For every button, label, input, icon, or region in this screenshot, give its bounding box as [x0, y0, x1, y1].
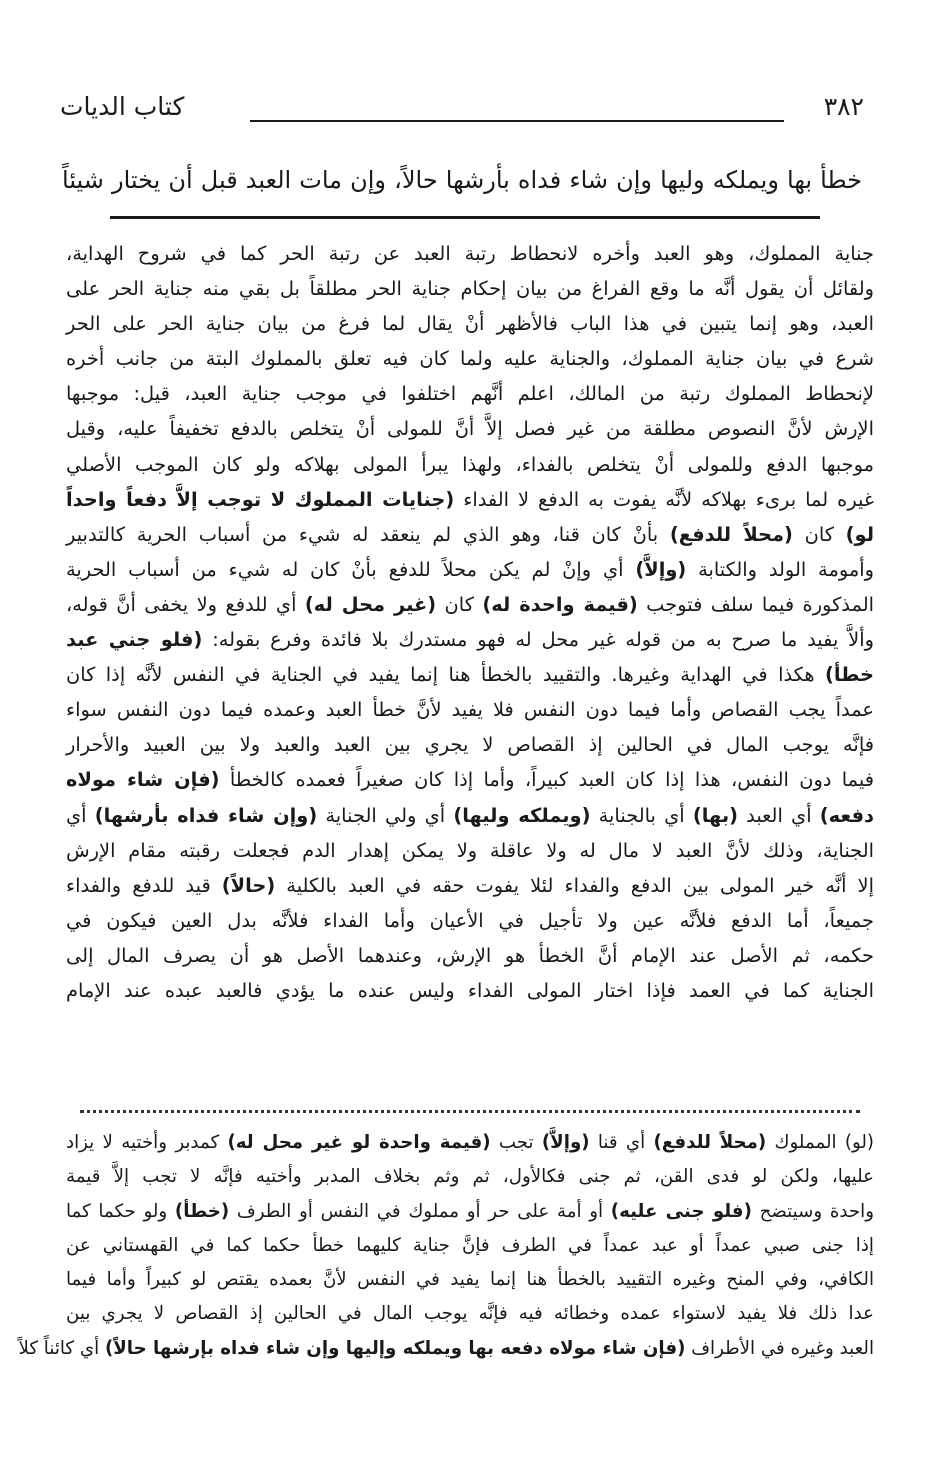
- sharh-line: [66, 622, 874, 657]
- text-segment: أي ولي الجناية: [317, 803, 454, 827]
- text-segment: قيد للدفع والفداء: [66, 873, 222, 897]
- matn-quote-segment: خطأ): [824, 663, 874, 687]
- text-segment: عليها، ولكن لو فدى القن، ثم جنى فكالأول، ثم وثم بخلاف المدبر وأختيه فإنَّه لا تجب إلاَّ قيمة: [66, 1166, 874, 1188]
- text-segment: أي العبد: [737, 803, 820, 827]
- page-header: [60, 92, 864, 132]
- text-segment: ولو حكما كما: [66, 1200, 175, 1222]
- text-segment: عمداً يجب القصاص وأما فيما دون النفس فلا يفيد لأنَّ خطأ العبد وعمده فيما دون النفس سواء: [66, 698, 874, 722]
- matn-quote-segment: (حالاً): [221, 873, 276, 897]
- sharh-line: [66, 727, 874, 762]
- text-segment: أي للدفع ولا يخفى أنَّ قوله،: [66, 592, 305, 616]
- text-segment: العبد، وهو إنما يتبين في هذا الباب فالأظهر أنْ يقال لما فرغ من بيان جناية الحر على الحر: [66, 312, 874, 336]
- sharh-line: [66, 271, 874, 306]
- matn-separator-rule: [110, 216, 820, 219]
- sharh-line: [66, 341, 874, 376]
- text-segment: موجبها الدفع وللمولى أنْ يتخلص بالفداء، ولهذا يبرأ المولى بهلاكه ولو كان الموجب الأصلي: [66, 452, 874, 476]
- matn-quote-segment: (وإلاَّ): [635, 557, 687, 581]
- matn-quote-segment: (وإن شاء فداه بأرشها): [94, 803, 318, 827]
- sharh-line: [66, 517, 874, 552]
- sharh-line: [66, 798, 874, 833]
- matn-quote-segment: (فلو جني عبد: [66, 628, 203, 652]
- text-segment: إذا جنى صبي عمداً أو عبد عمداً في الطرف فإنَّ جناية كليهما خطأ حكما كما في القهستاني عن: [66, 1234, 874, 1256]
- text-segment: العبد وغيره في الأطراف: [685, 1337, 874, 1359]
- matn-quote-segment: (فإن شاء مولاه دفعه بها ويملكه وإليها وإن شاء فداه بإرشها حالاً): [104, 1337, 686, 1359]
- matn-quote-segment: (غير محل له): [304, 592, 437, 616]
- text-segment: جناية المملوك، وهو العبد وأخره لانحطاط رتبة العبد عن رتبة الحر كما في شروح الهداية،: [66, 242, 874, 265]
- matn-text: خطأ بها ويملكه وليها وإن شاء فداه بأرشها حالاً، وإن مات العبد قبل أن يختار شيئاً: [62, 166, 862, 194]
- text-segment: لإنحطاط المملوك رتبة من المالك، اعلم أنَّهم اختلفوا في موجب جناية العبد، قيل: موجبها: [66, 382, 874, 406]
- text-segment: أي: [66, 803, 95, 827]
- hashiya-line: [66, 1229, 874, 1263]
- matn-quote-segment: (ويملكه وليها): [453, 803, 591, 827]
- text-segment: عدا ذلك فلا يفيد لاستواء عمده وخطائه فيه فإنَّه يوجب المال في الحالين إذ القصاص لا يجري بين: [66, 1303, 874, 1325]
- sharh-line: [66, 447, 874, 482]
- text-segment: الإرش لأنَّ النصوص مطلقة من غير فصل إلاَّ أنَّ للمولى أنْ يتخلص بالدفع تخفيفاً عليه، وقيل: [66, 417, 874, 441]
- hashiya-line: [66, 1263, 874, 1297]
- sharh-line: [66, 868, 874, 903]
- dotted-separator: [80, 1110, 860, 1113]
- hashiya-line: [66, 1297, 874, 1331]
- text-segment: وألاَّ يفيد ما صرح به من قوله غير محل له فهو مستدرك بلا فائدة وفرع بقوله:: [202, 628, 874, 652]
- text-segment: وأمومة الولد والكتابة: [686, 557, 874, 581]
- text-segment: فيما دون النفس، هذا إذا كان العبد كبيراً، وأما إذا كان صغيراً فعمده كالخطأ: [219, 768, 875, 792]
- matn-quote-segment: (محلاً للدفع): [669, 522, 793, 546]
- text-segment: (لو) المملوك: [766, 1132, 875, 1153]
- text-segment: كمدبر وأختيه لا يزاد: [66, 1132, 228, 1153]
- matn-quote-segment: لو): [845, 522, 874, 546]
- text-segment: الكافي، وفي المنح وغيره التقييد بالخطأ هنا إنما يفيد في النفس لأنَّ بعمده يقتص لو كبيراً وأما فيما: [66, 1269, 874, 1291]
- matn-quote-segment: (وإلاَّ): [541, 1132, 590, 1153]
- text-segment: أي بالجناية: [590, 803, 693, 827]
- text-segment: كان: [436, 592, 483, 616]
- matn-quote-segment: (محلاً للدفع): [653, 1132, 767, 1153]
- hashiya-line: [66, 1160, 874, 1194]
- matn-quote-segment: (جنايات المملوك لا توجب إلاَّ دفعاً واحداً: [66, 487, 455, 511]
- matn-quote-segment: (فإن شاء مولاه: [66, 768, 220, 792]
- text-segment: ولقائل أن يقول أنَّه ما وقع الفراغ من بيان إحكام جناية الحر مطلقاً بل بقي منه جناية الحر على: [66, 277, 874, 301]
- sharh-line: [66, 482, 874, 517]
- text-segment: أو أمة على حر أو مملوك في النفس أو الطرف: [229, 1200, 611, 1222]
- text-segment: المذكورة فيما سلف فتوجب: [637, 592, 874, 616]
- book-title: كتاب الديات: [60, 92, 185, 121]
- page-number: ٣٨٢: [823, 92, 864, 121]
- footnote-commentary: [18, 1126, 875, 1366]
- text-segment: أي قنا: [589, 1132, 654, 1153]
- text-segment: بأنْ كان قنا، وهو الذي لم ينعقد له شيء من أسباب الحرية كالتدبير: [66, 522, 670, 546]
- text-segment: أي وإنْ لم يكن محلاً للدفع بأنْ كان له شيء من أسباب الحرية: [66, 557, 636, 581]
- sharh-line: [66, 973, 874, 1008]
- matn-quote-segment: (قيمة واحدة له): [482, 592, 638, 616]
- sharh-line: [66, 657, 874, 692]
- sharh-line: [66, 938, 874, 973]
- sharh-line: [66, 411, 874, 446]
- sharh-line: [66, 376, 874, 411]
- text-segment: كان: [792, 522, 846, 546]
- text-segment: واحدة وسيتضح: [751, 1200, 874, 1222]
- text-segment: غيره لما برىء بهلاكه لأنَّه يفوت به الدفع لا الفداء: [454, 487, 875, 511]
- header-rule: [250, 120, 784, 122]
- matn-quote-segment: (خطأ): [174, 1200, 230, 1222]
- sharh-line: [66, 762, 874, 797]
- text-segment: شرع في بيان جناية المملوك، والجناية عليه ولما كان فيه تعلق بالمملوك البتة من جانب أخره: [66, 347, 874, 371]
- matn-quote-segment: (بها): [692, 803, 738, 827]
- sharh-line: [66, 552, 874, 587]
- text-segment: فإنَّه يوجب المال في الحالين إذ القصاص لا يجري بين العبد والعبد ولا بين العبيد والأحرار: [66, 733, 874, 757]
- text-segment: أي كائناً كلاً: [18, 1337, 105, 1359]
- text-segment: تجب: [490, 1132, 542, 1153]
- matn-quote-segment: دفعه): [819, 803, 874, 827]
- commentary-body: [66, 236, 874, 1008]
- text-segment: جميعاً، أما الدفع فلأنَّه عين ولا تأجيل في الأعيان وأما الفداء فلأنَّه بدل العين فيكون في: [66, 908, 874, 932]
- hashiya-line: [66, 1195, 874, 1229]
- text-segment: إلا أنَّه خير المولى بين الدفع والفداء لئلا يفوت حقه في العبد بالكلية: [275, 873, 874, 897]
- sharh-line: [66, 903, 874, 938]
- matn-quote-segment: (قيمة واحدة لو غير محل له): [227, 1132, 491, 1153]
- text-segment: حكمه، ثم الأصل عند الإمام أنَّ الخطأ هو الإرش، وعندهما الأصل هو أن يصرف المال إلى: [66, 943, 874, 967]
- text-segment: الجناية، وذلك لأنَّ العبد لا مال له ولا عاقلة ولا يمكن إهدار الدم فجعلت رقبته مقام الإرش: [66, 838, 874, 862]
- sharh-line: [66, 833, 874, 868]
- hashiya-line: [18, 1332, 874, 1366]
- hashiya-line: [66, 1126, 874, 1160]
- text-segment: الجناية كما في العمد فإذا اختار المولى الفداء وليس عنده ما يؤدي فالعبد عبده عند الإمام: [66, 978, 874, 1002]
- text-segment: هكذا في الهداية وغيرها. والتقييد بالخطأ هنا إنما يفيد في الجناية في النفس لأنَّه إذا كان: [66, 663, 825, 687]
- matn-quote-segment: (فلو جنى عليه): [610, 1200, 752, 1222]
- sharh-line: [66, 692, 874, 727]
- sharh-line: [66, 587, 874, 622]
- sharh-line: [66, 306, 874, 341]
- sharh-line: [66, 236, 874, 271]
